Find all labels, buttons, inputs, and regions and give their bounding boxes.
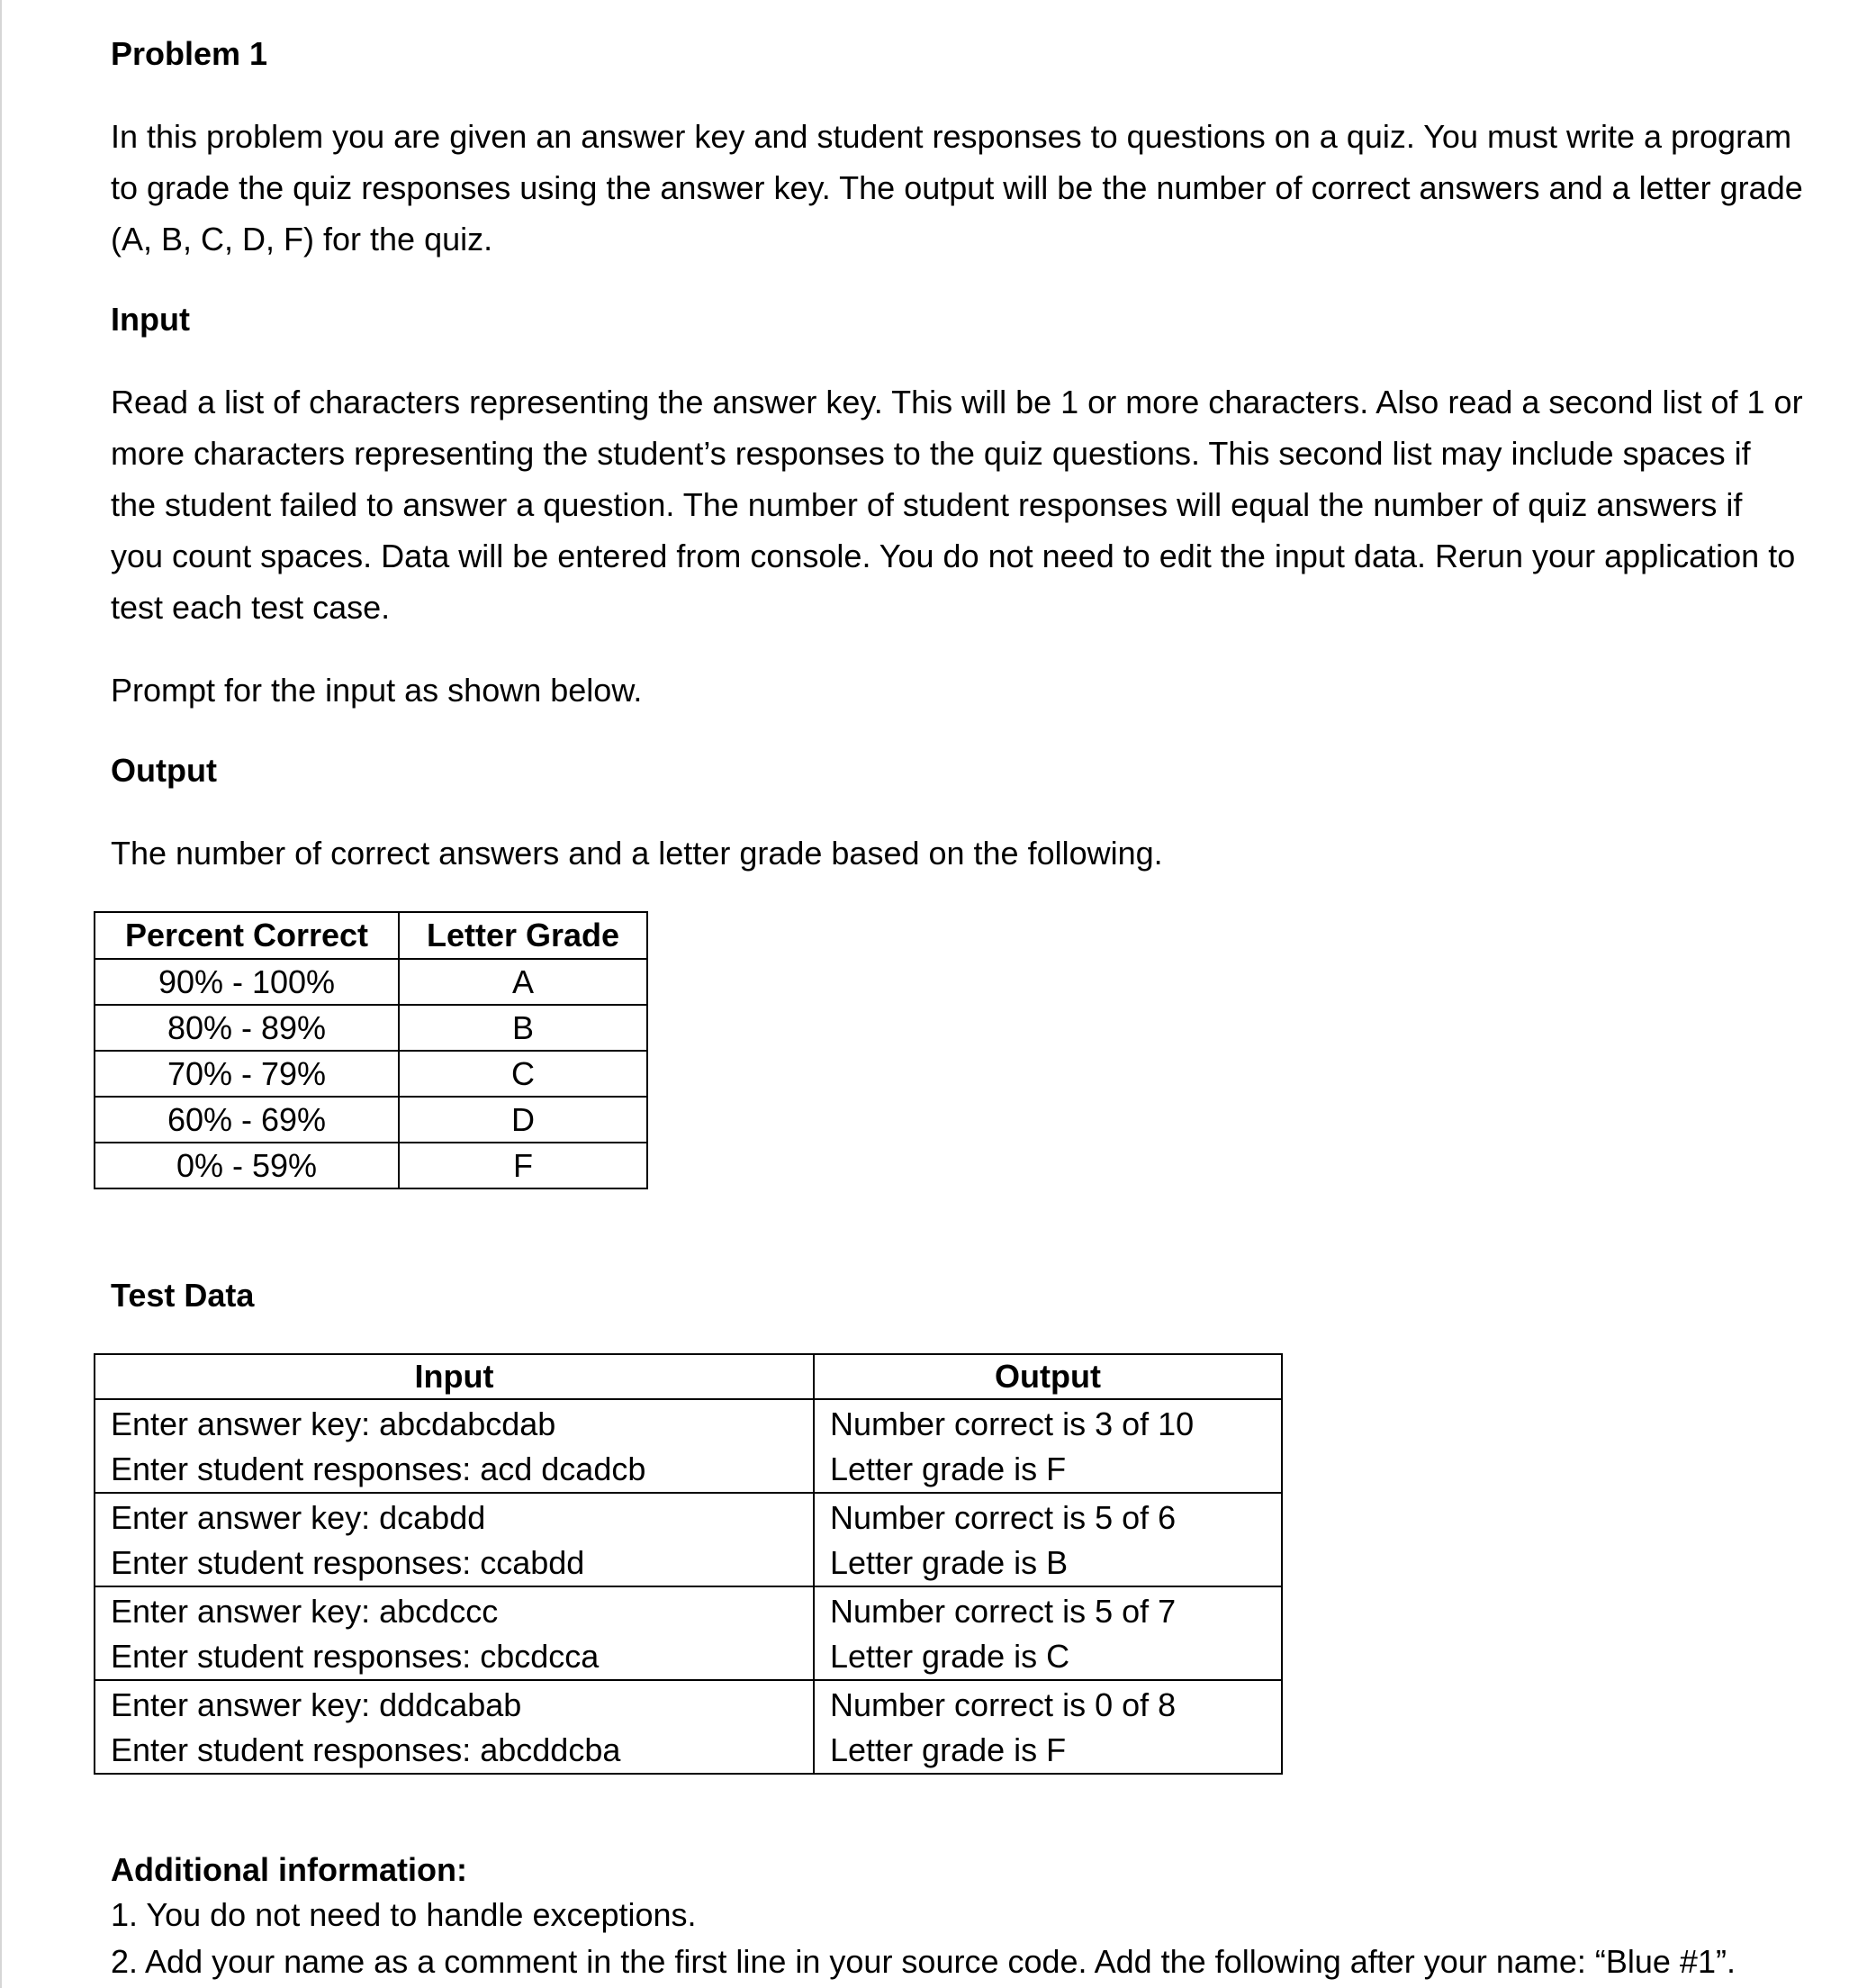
output-paragraph: The number of correct answers and a letter grade based on the following. [111,835,1163,872]
test-output-cell [814,1680,1282,1774]
grade-header-percent: Percent Correct [95,912,399,959]
additional-item-1: 1. You do not need to handle exceptions. [111,1896,697,1933]
test-row [95,1493,1282,1586]
answer-key-line: Enter answer key: abcdabcdab [111,1405,556,1442]
test-header-output: Output [814,1354,1282,1399]
additional-info-heading: Additional information: [111,1851,467,1888]
number-correct-line: Number correct is 5 of 7 [830,1593,1177,1630]
test-row [95,1399,1282,1493]
grade-range: 0% - 59% [95,1143,399,1188]
input-heading: Input [111,301,190,338]
test-output-cell [814,1493,1282,1586]
grade-row [95,1051,647,1097]
number-correct-line: Number correct is 3 of 10 [830,1405,1195,1442]
grade-row [95,1005,647,1051]
grade-range: 90% - 100% [95,959,399,1005]
grade-letter: F [399,1143,647,1188]
letter-grade-line: Letter grade is F [830,1450,1067,1487]
grade-row [95,1143,647,1188]
prompt-note: Prompt for the input as shown below. [111,672,643,709]
test-header-input: Input [95,1354,814,1399]
number-correct-line: Number correct is 5 of 6 [830,1499,1177,1536]
student-responses-line: Enter student responses: cbcdcca [111,1638,600,1675]
page-edge [0,0,2,1988]
letter-grade-line: Letter grade is B [830,1544,1069,1581]
grade-row [95,959,647,1005]
student-responses-line: Enter student responses: acd dcadcb [111,1450,646,1487]
intro-paragraph: In this problem you are given an answer key and student responses to questions on a quiz. You must write a program to grade the quiz responses using the answer key. The output will be the number of correct answers and a letter grade (A, B, C, D, F) for the quiz. [111,118,1803,258]
test-table-header [95,1354,1282,1399]
number-correct-line: Number correct is 0 of 8 [830,1686,1177,1723]
input-paragraph: Read a list of characters representing the answer key. This will be 1 or more characters. Also read a second list of 1 or more characters representing the student’s responses to the quiz questions. This second list may include spaces if the student failed to answer a question. The number of student responses will equal the number of quiz answers if you count spaces. Data will be entered from console. You do not need to edit the input data. Rerun your application to test each test case. [111,384,1803,626]
additional-item-2: 2. Add your name as a comment in the first line in your source code. Add the following after your name: “Blue #1”. [111,1943,1736,1980]
grade-range: 60% - 69% [95,1097,399,1143]
grade-table [94,911,648,1189]
grade-letter: A [399,959,647,1005]
answer-key-line: Enter answer key: abcdccc [111,1593,499,1630]
grade-header-letter: Letter Grade [399,912,647,959]
grade-range: 70% - 79% [95,1051,399,1097]
answer-key-line: Enter answer key: dcabdd [111,1499,486,1536]
test-input-cell [95,1399,814,1493]
answer-key-line: Enter answer key: dddcabab [111,1686,522,1723]
letter-grade-line: Letter grade is F [830,1731,1067,1768]
student-responses-line: Enter student responses: abcddcba [111,1731,621,1768]
letter-grade-line: Letter grade is C [830,1638,1070,1675]
grade-letter: D [399,1097,647,1143]
grade-range: 80% - 89% [95,1005,399,1051]
grade-letter: C [399,1051,647,1097]
test-data-heading: Test Data [111,1277,255,1314]
problem-title: Problem 1 [111,35,268,72]
output-heading: Output [111,752,217,789]
test-row [95,1680,1282,1774]
test-data-table [94,1353,1283,1775]
test-input-cell [95,1493,814,1586]
grade-letter: B [399,1005,647,1051]
student-responses-line: Enter student responses: ccabdd [111,1544,585,1581]
test-output-cell [814,1586,1282,1680]
test-input-cell [95,1680,814,1774]
test-row [95,1586,1282,1680]
grade-table-header [95,912,647,959]
test-output-cell [814,1399,1282,1493]
grade-row [95,1097,647,1143]
test-input-cell [95,1586,814,1680]
